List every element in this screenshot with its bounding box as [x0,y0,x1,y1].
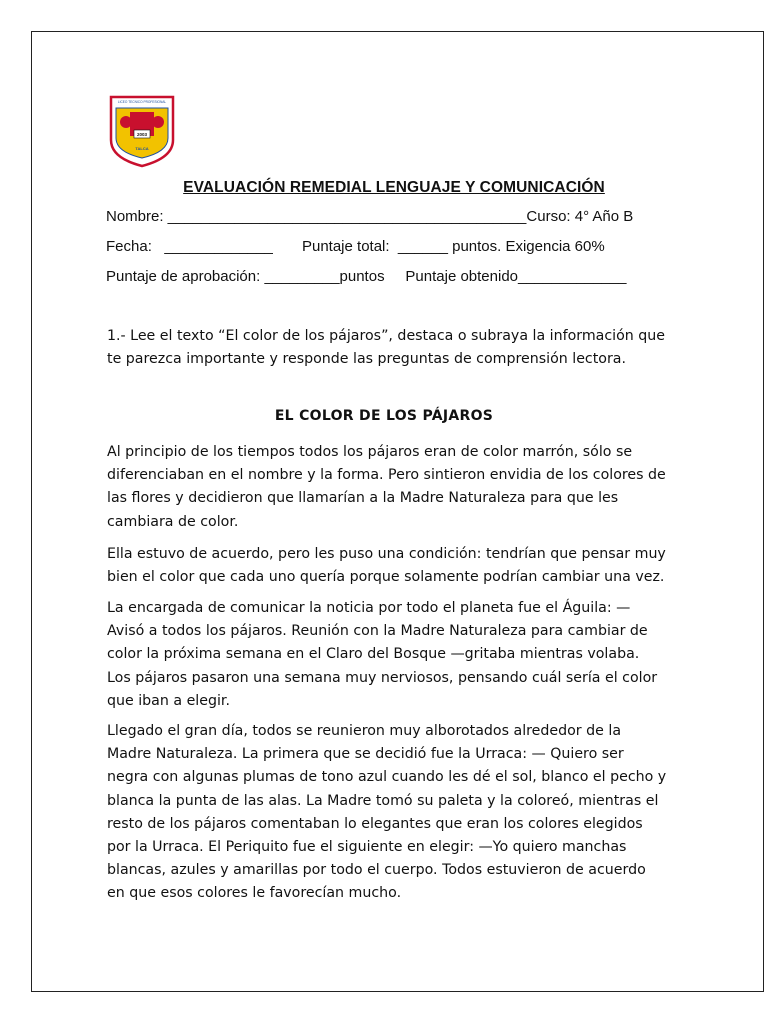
paragraph-text: La encargada de comunicar la noticia por todo el planeta fue el Águila: —Avisó a todos los pájaros. Reunión con la Madre Naturaleza para cambiar de color la próxima semana en el Claro del Bosque —gritaba mientras volaba. Los pájaros pasaron una semana muy nerviosos, pensando cuál sería el color que iban a elegir. [107,600,658,709]
story-paragraph-4 [107,720,667,906]
approval-score-line: Puntaje de aprobación: _________puntos Puntaje obtenido_____________ [106,268,627,285]
paragraph-text: Ella estuvo de acuerdo, pero les puso una condición: tendrían que pensar muy bien el color que cada uno quería porque solamente podrían cambiar una vez. [107,546,666,586]
date-score-line: Fecha: _____________ Puntaje total: ______ puntos. Exigencia 60% [106,238,605,255]
story-paragraph-3 [107,597,667,713]
logo-top-text: LICEO TECNICO PROFESIONAL [117,100,167,104]
school-logo [108,94,176,168]
instruction-text: 1.- Lee el texto “El color de los pájaros”, destaca o subraya la información que te parezca importante y responde las preguntas de comprensión lectora. [107,328,666,368]
logo-year: 2003 [136,132,148,137]
story-title: EL COLOR DE LOS PÁJAROS [274,408,494,424]
page-title: EVALUACIÓN REMEDIAL LENGUAJE Y COMUNICACIÓN [183,179,605,196]
story-paragraph-1 [107,441,667,534]
story-paragraph-2 [107,543,667,589]
name-course-line: Nombre: ___________________________________________Curso: 4° Año B [106,208,634,225]
logo-bottom-text: TALCA [135,146,149,151]
paragraph-text: Llegado el gran día, todos se reunieron muy alborotados alrededor de la Madre Naturaleza. La primera que se decidió fue la Urraca: — Quiero ser negra con algunas plumas de tono azul cuando les dé el sol, blanco el pecho y blanca la punta de las alas. La Madre tomó su paleta y la coloreó, mientras el resto de los pájaros comentaban lo elegantes que eran los colores elegidos por la Urraca. El Periquito fue el siguiente en elegir: —Yo quiero manchas blancas, azules y amarillas por todo el cuerpo. Todos estuvieron de acuerdo en que esos colores le favorecían mucho. [107,723,667,902]
paragraph-text: Al principio de los tiempos todos los pájaros eran de color marrón, sólo se diferenciaban en el nombre y la forma. Pero sintieron envidia de los colores de las flores y decidieron que llamarían a la Madre Naturaleza para que les cambiara de color. [107,444,666,530]
